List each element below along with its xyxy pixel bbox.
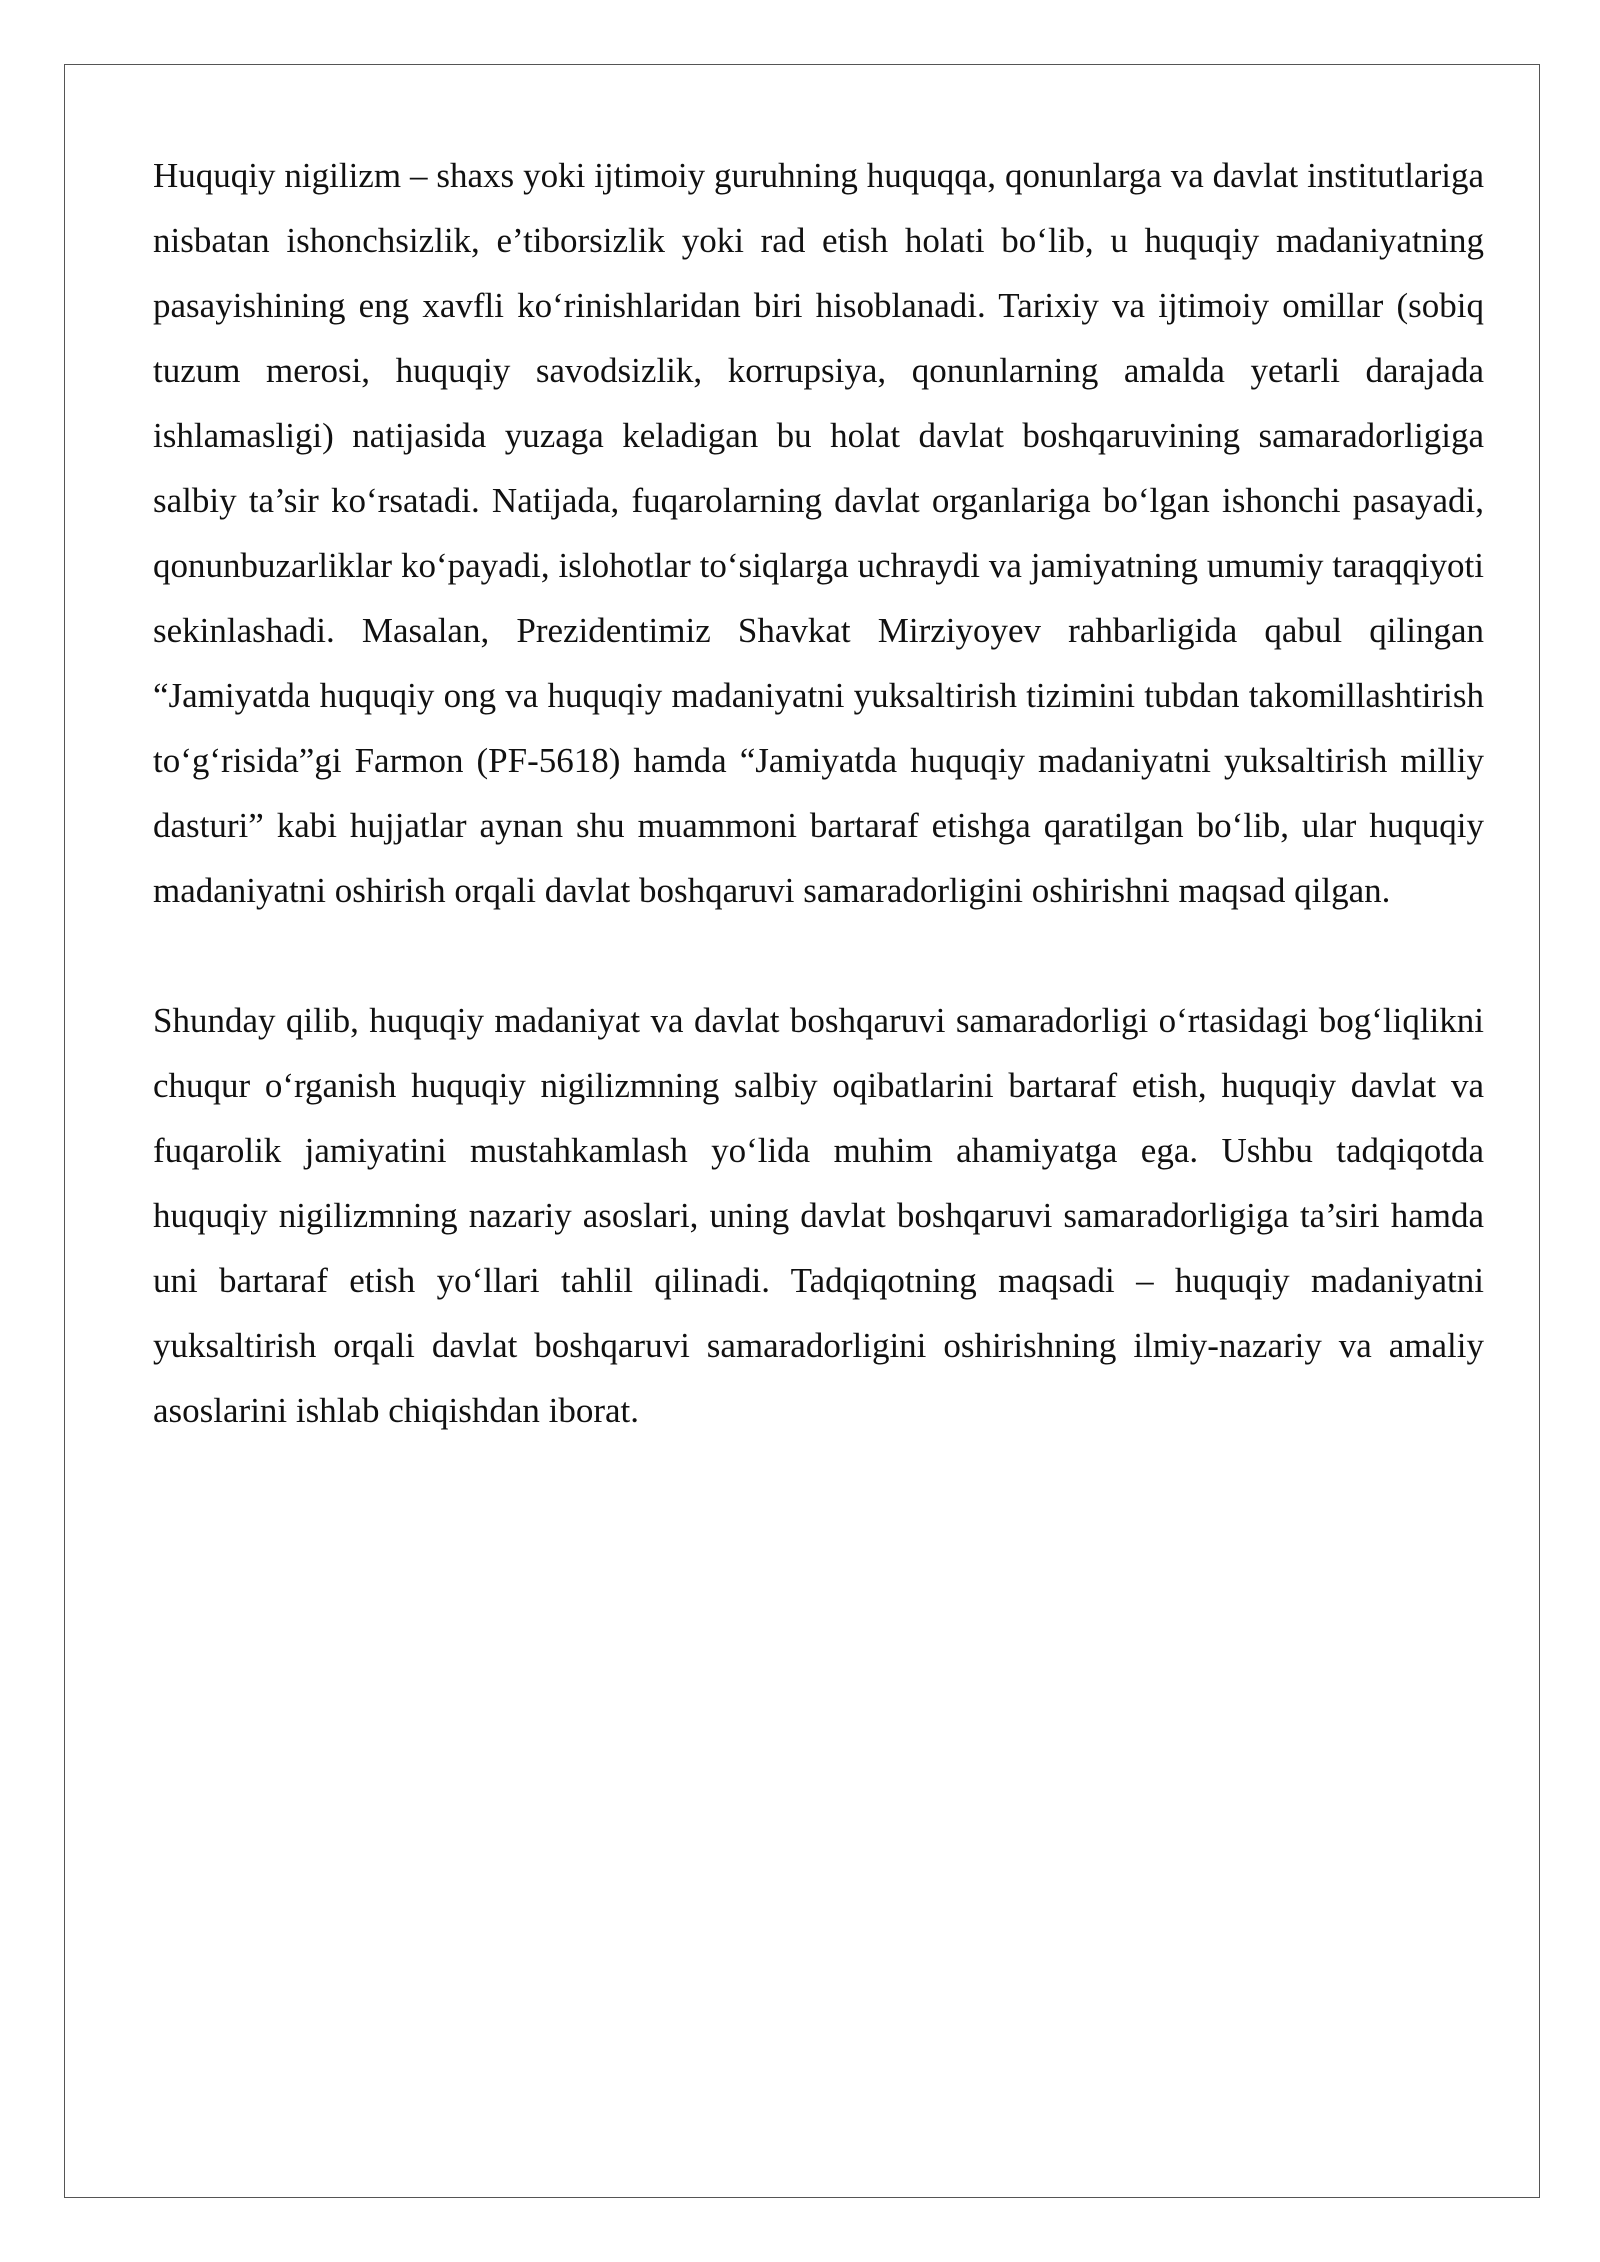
document-body xyxy=(153,143,1484,1443)
paragraph-research-purpose: Shunday qilib, huquqiy madaniyat va davlat boshqaruvi samaradorligi o‘rtasidagi bog‘liqlikni chuqur o‘rganish huquqiy nigilizmning salbiy oqibatlarini bartaraf etish, huquqiy davlat va fuqarolik jamiyatini mustahkamlash yo‘lida muhim ahamiyatga ega. Ushbu tadqiqotda huquqiy nigilizmning nazariy asoslari, uning davlat boshqaruvi samaradorligiga ta’siri hamda uni bartaraf etish yo‘llari tahlil qilinadi. Tadqiqotning maqsadi – huquqiy madaniyatni yuksaltirish orqali davlat boshqaruvi samaradorligini oshirishning ilmiy-nazariy va amaliy asoslarini ishlab chiqishdan iborat. xyxy=(153,1001,1484,1430)
paragraph-legal-nihilism-definition: Huquqiy nigilizm – shaxs yoki ijtimoiy guruhning huquqqa, qonunlarga va davlat institutlariga nisbatan ishonchsizlik, e’tiborsizlik yoki rad etish holati bo‘lib, u huquqiy madaniyatning pasayishining eng xavfli ko‘rinishlaridan biri hisoblanadi. Tarixiy va ijtimoiy omillar (sobiq tuzum merosi, huquqiy savodsizlik, korrupsiya, qonunlarning amalda yetarli darajada ishlamasligi) natijasida yuzaga keladigan bu holat davlat boshqaruvining samaradorligiga salbiy ta’sir ko‘rsatadi. Natijada, fuqarolarning davlat organlariga bo‘lgan ishonchi pasayadi, qonunbuzarliklar ko‘payadi, islohotlar to‘siqlarga uchraydi va jamiyatning umumiy taraqqiyoti sekinlashadi. Masalan, Prezidentimiz Shavkat Mirziyoyev rahbarligida qabul qilingan “Jamiyatda huquqiy ong va huquqiy madaniyatni yuksaltirish tizimini tubdan takomillashtirish to‘g‘risida”gi Farmon (PF-5618) hamda “Jamiyatda huquqiy madaniyatni yuksaltirish milliy dasturi” kabi hujjatlar aynan shu muammoni bartaraf etishga qaratilgan bo‘lib, ular huquqiy madaniyatni oshirish orqali davlat boshqaruvi samaradorligini oshirishni maqsad qilgan. xyxy=(153,156,1484,910)
